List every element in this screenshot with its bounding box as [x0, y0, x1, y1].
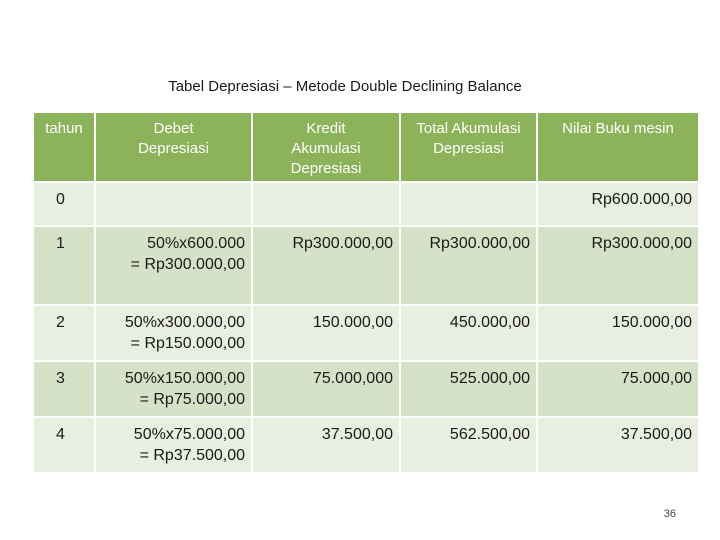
table-row: [34, 227, 698, 304]
header-total: Total Akumulasi Depresiasi: [401, 113, 536, 181]
cell-debet: 50%x600.000 = Rp300.000,00: [96, 227, 251, 304]
cell-total: 450.000,00: [401, 306, 536, 360]
cell-total: [401, 183, 536, 225]
cell-total: 525.000,00: [401, 362, 536, 416]
cell-kredit: 75.000,000: [253, 362, 399, 416]
cell-total: Rp300.000,00: [401, 227, 536, 304]
cell-nilai: Rp600.000,00: [538, 183, 698, 225]
cell-tahun: 4: [34, 418, 94, 472]
cell-nilai: 75.000,00: [538, 362, 698, 416]
cell-kredit: 150.000,00: [253, 306, 399, 360]
table-row: [34, 418, 698, 472]
header-nilai: Nilai Buku mesin: [538, 113, 698, 181]
table-title: Tabel Depresiasi – Metode Double Declining Balance: [168, 78, 522, 95]
cell-tahun: 0: [34, 183, 94, 225]
cell-kredit: [253, 183, 399, 225]
page-number: 36: [663, 508, 676, 520]
cell-debet: 50%x300.000,00 = Rp150.000,00: [96, 306, 251, 360]
cell-nilai: Rp300.000,00: [538, 227, 698, 304]
cell-tahun: 3: [34, 362, 94, 416]
cell-tahun: 2: [34, 306, 94, 360]
table-row: [34, 183, 698, 225]
cell-debet: [96, 183, 251, 225]
cell-total: 562.500,00: [401, 418, 536, 472]
header-kredit: Kredit Akumulasi Depresiasi: [253, 113, 399, 181]
cell-debet: 50%x75.000,00 = Rp37.500,00: [96, 418, 251, 472]
cell-tahun: 1: [34, 227, 94, 304]
cell-nilai: 37.500,00: [538, 418, 698, 472]
cell-kredit: Rp300.000,00: [253, 227, 399, 304]
cell-kredit: 37.500,00: [253, 418, 399, 472]
header-tahun: tahun: [34, 113, 94, 181]
cell-debet: 50%x150.000,00 = Rp75.000,00: [96, 362, 251, 416]
table-row: [34, 306, 698, 360]
cell-nilai: 150.000,00: [538, 306, 698, 360]
table-row: [34, 362, 698, 416]
header-row: [34, 113, 698, 181]
header-debet: Debet Depresiasi: [96, 113, 251, 181]
depreciation-table: [32, 111, 700, 474]
